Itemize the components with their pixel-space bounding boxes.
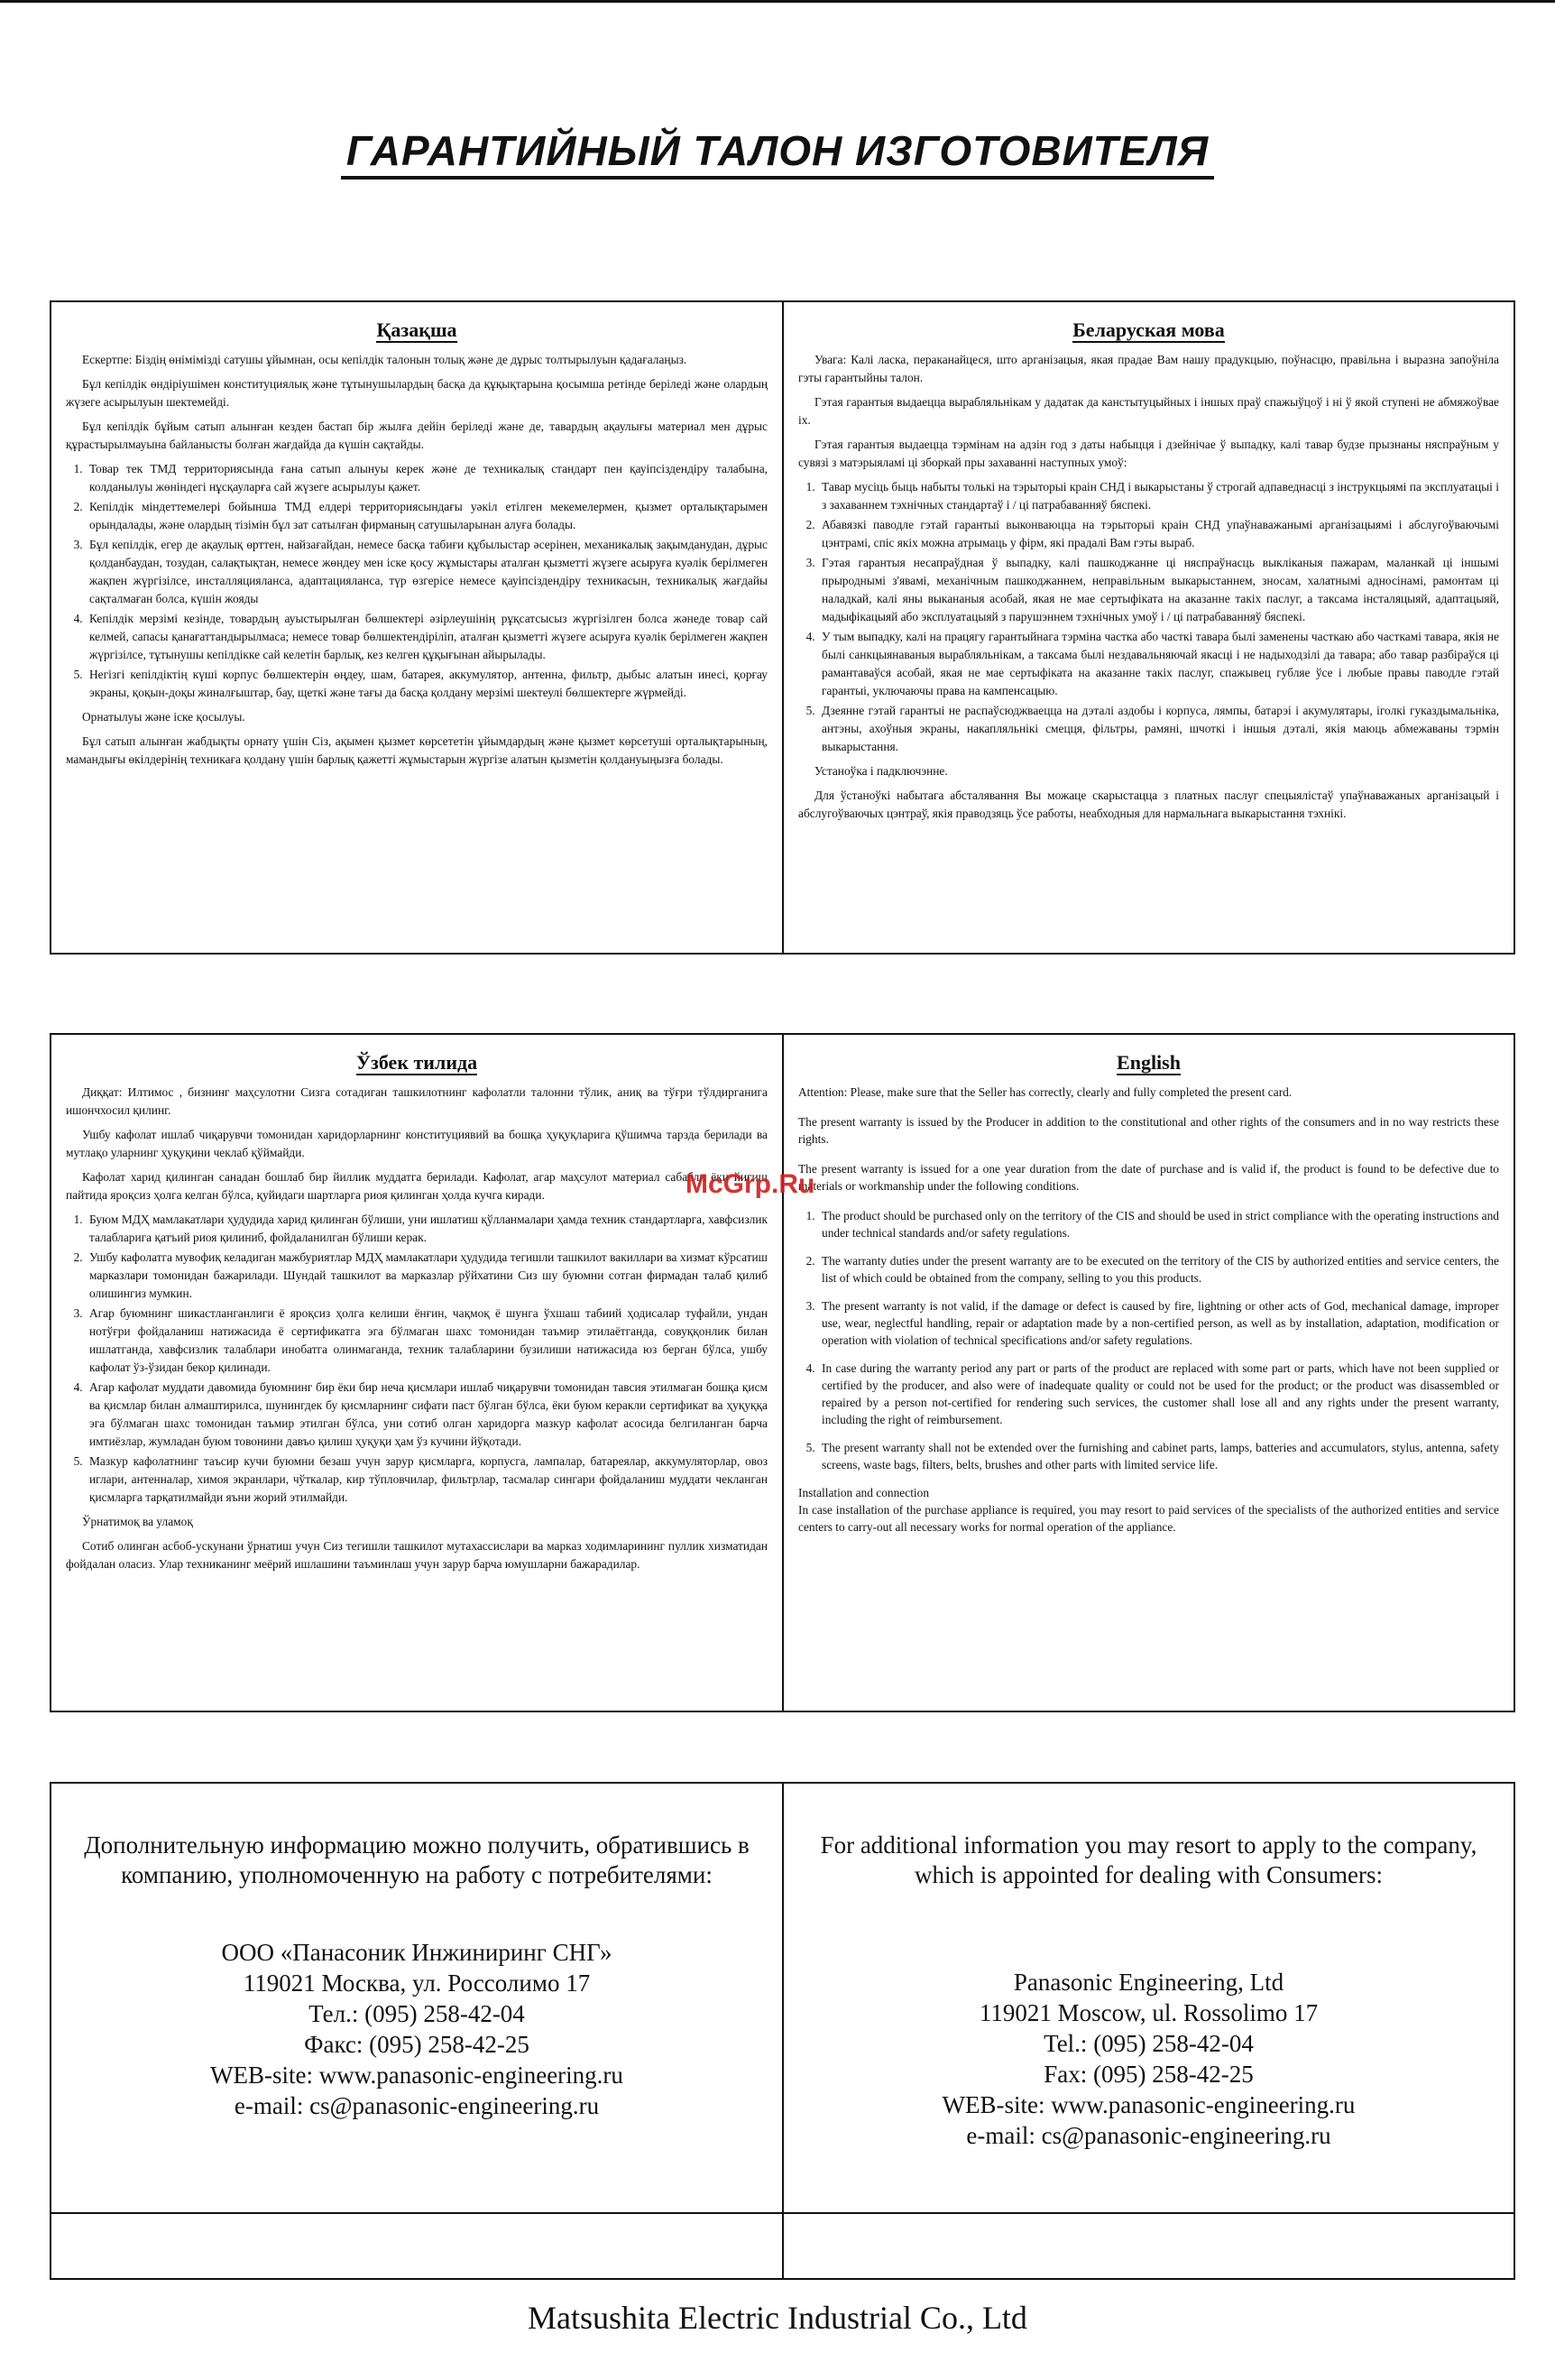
english-conditions [798,1207,1499,1473]
uzbek-condition-item: 5. Мазкур кафолатнинг таъсир кучи буюмни безаш учун зарур қисмларга, корпусга, лампалар, батареялар, аккумуляторлар, овоз иглари, антенналар, химоя экранлари, чўткалар, кир тўпловчилар, фильтрлар, тасмалар сингари фойдаланиш муддати чекланган қисмларга тарқатилмайди яъни жорий этилмайди. [86,1453,768,1507]
kazakh-note: Ескертпе: Біздің өнімімізді сатушы ұйымнан, осы кепілдік талонын толық және де дұрыс толтырылуын қадағалаңыз. [82,353,687,366]
belarus-condition-item: 1. Тавар мусіць быць набыты толькі на тэрыторыі краін СНД і выкарыстаны ў строгай адпаведнасці з інструкцыямі па эксплуатацыі і з захаваннем тэхнічных стандартаў і / ці патрабаванняў бяспекі. [818,478,1499,514]
uzbek-para: Ушбу кафолат ишлаб чиқарувчи томонидан харидорларнинг конституциявий ва бошқа ҳуқуқларига қўшимча тарзда берилади ва мутлақо уларнинг ҳуқуқини чеклаб қўймайди. [66,1128,768,1159]
contact-ru-company: ООО «Панасоник Инжиниринг СНГ» [221,1939,612,1966]
contact-ru-lead: Дополнительную информацию можно получить, обратившись в компанию, уполномоченную на работу с потребителями: [84,1831,750,1888]
english-install-title: Installation and connection [798,1486,930,1499]
belarus-title [798,318,1499,342]
contact-en-lead: For additional information you may resort to apply to the company, which is appointed for dealing with Consumers: [820,1831,1477,1888]
page-title [0,126,1555,175]
kazakh-condition-item: 2. Кепілдік міндеттемелері бойынша ТМД елдері территориясындағы уәкіл етілген мекемелермен, қызмет орталықтарымен орындалады, және олардың тізімін бұл зат сатылған фирманың сатушыларынан алуға болады. [86,498,768,534]
english-condition-item: 4. In case during the warranty period any part or parts of the product are replaced with some part or parts, which have not been supplied or certified by the producer, and also were of inadequate quality or could not be used for the product; or the product was disassembled or repaired by a person not-certified for rendering such services, the customer shall lose all and any rights under the present warranty, including the right of reimbursement. [818,1360,1499,1428]
kazakh-section [51,302,784,953]
watermark: McGrp.Ru [685,1169,815,1199]
belarus-condition-item: 3. Гэтая гарантыя несапраўдная ў выпадку, калі пашкоджанне ці няспраўнасць выкліканыя пажарам, маланкай ці іншымі прыроднымі з'явамі, механічным пашкоджаннем, неправільным выкарыстаннем, зносам, халатнымі адносінамі, рамонтам ці наладкай, калі яны выкананыя асобай, якая не мае сертыфіката на аказанне такіх паслуг, а таксама інсталяцыяй, адаптацыяй, мадыфікацыяй або эксплуатацыяй з парушэннем тэхнічных умоў і / ці патрабаванняў бяспекі. [818,554,1499,626]
belarus-condition-item: 5. Дзеянне гэтай гарантыі не распаўсюджваецца на дэталі аздобы і корпуса, лямпы, батарэі і акумулятары, іголкі гуказдымальніка, антэны, ахоўныя экраны, накапляльнікі смецця, фільтры, рамяні, шчоткі і іншыя дэталі, якія маюць абмежаваны тэрмін выкарыстання. [818,702,1499,756]
belarus-install-title: Устаноўка і падключэнне. [814,764,948,778]
belarus-condition-item: 4. У тым выпадку, калі на працягу гарантыйнага тэрміна частка або часткі тавара былі заменены часткаю або часткамі тавара, якія не былі санкцыянаваныя вырабляльнікам, а таксама былі нездавальняючай якасці і не надыходзілі да тавара; або тавар разбіраўся ці рамантаваўся асобай, якая не мае сертыфіката на аказанне такіх паслуг, спажывец губляе ўсе і любые правы паводле гэтай гарантыі, уключаючы правa на кампенсацыю. [818,628,1499,700]
english-install-text: In case installation of the purchase appliance is required, you may resort to paid services of the specialists of the authorized entities and service centers to carry-out all necessary works for normal operation of the appliance. [798,1503,1499,1534]
contact-box [50,1782,1515,2280]
uzbek-para: Кафолат харид қилинган санадан бошлаб бир йиллик муддатга берилади. Кафолат, агар маҳсулот материал сабабли ёки йиғиш пайтида яроқсиз ҳолга келган бўлса, қуйидаги шартларга риоя қилинган ҳолда кучга киради. [66,1170,768,1202]
warranty-box-kz-by [50,300,1515,955]
english-condition-item: 1. The product should be purchased only on the territory of the CIS and should be used in strict compliance with the operating instructions and under technical standards and/or safety regulations. [818,1207,1499,1241]
page-title-text: ГАРАНТИЙНЫЙ ТАЛОН ИЗГОТОВИТЕЛЯ [341,127,1214,180]
belarus-para: Гэтая гарантыя выдаецца тэрмінам на адзін год з даты набыцця і дзейнічае ў выпадку, калі тавар будзе прызнаны няспраўным у сувязі з матэрыяламі ці зборкай пры захаванні наступных умоў: [798,438,1499,469]
kazakh-conditions [66,460,768,702]
belarus-title-text: Беларуская мова [1072,318,1225,341]
kazakh-install-title: Орнатылуы және іске қосылуы. [82,710,245,724]
belarus-condition-item: 2. Абавязкі паводле гэтай гарантыі выконваюцца на тэрыторыі краін СНД упаўнаважанымі арганізацыямі і абслугоўваючымі цэнтрамі, спіс якіх можна атрымаць у фірм, які прадалі Вам гэты выраб. [818,516,1499,552]
contact-box-divider [51,2212,1514,2214]
uzbek-install-text: Сотиб олинган асбоб-ускунани ўрнатиш учун Сиз тегишли ташкилот мутахассислари ва марказ ходимларининг пуллик хизматидан фойдалан оласиз. Улар техниканинг меёрий ишлашини таъминлаш учун зарур барча юмушларни бажарадилар. [66,1539,768,1571]
contact-ru-phone: Тел.: (095) 258-42-04 [308,2000,525,2027]
uzbek-condition-item: 1. Буюм МДҲ мамлакатлари ҳудудида харид қилинган бўлиши, уни ишлатиш қўлланмалари ҳамда техник стандартларга, хавфсизлик талабларига қатъий риоя қилиниб, фойдаланилган бўлиши керак. [86,1211,768,1247]
uzbek-condition-item: 4. Агар кафолат муддати давомида буюмнинг бир ёки бир неча қисмлари ишлаб чиқарувчи томонидан тавсия этилмаган бошқа қисм ва қисмлар билан алмаштирилса, шунингдек бу қисмларнинг сифати паст бўлган бўлса, ёки буюм керакли сертификат ва ҳуқуққа эга бўлмаган шахс томонидан таъмир этилган бўлса, уни сотиб олган харидорга мазкур кафолат асосида белгиланган барча имтиёзлар, жумладан буюм товонини давъо қилиш ҳуқуқи ҳам ўз кучини йўқотади. [86,1379,768,1451]
warranty-box-uz-en [50,1033,1515,1712]
contact-en-fax: Fax: (095) 258-42-25 [1044,2061,1254,2088]
contact-ru-fax: Факс: (095) 258-42-25 [304,2031,529,2058]
kazakh-install-text: Бұл сатып алынған жабдықты орнату үшін Сіз, ақымен қызмет көрсететін ұйымдардың және қызмет көрсетуші орталықтарының, мамандығы өкілдерінің техникаға қолдану үшін барлық қажетті жұмыстарын жүргізе алатын қызметін қолдануыңызға болады. [66,734,768,766]
kazakh-para: Бұл кепілдік бұйым сатып алынған кезден бастап бір жылға дейін беріледі және де, тавардың ақаулығы материал мен дұрыс құрастырылмауына байланысты болған жағдайда да күшін сақтайды. [66,420,768,451]
uzbek-install-title: Ўрнатимоқ ва уламоқ [82,1515,193,1528]
english-condition-item: 2. The warranty duties under the present warranty are to be executed on the territory of the CIS by authorized entities and service centers, the list of which could be obtained from the company, selling to you this products. [818,1252,1499,1287]
contact-en [798,1831,1499,2151]
kazakh-condition-item: 3. Бұл кепілдік, егер де ақаулық өрттен, найзағайдан, немесе басқа табиғи құбылыстар әсерінен, механикалық зақымданудан, дұрыс қолданбаудан, тозудан, салақтықтан, немесе жөндеу мен іске қосу жұмыстары аталған қызметті жүзеге асыруға куәлік берілмеген жақпен жүргізілсе, инсталляцияланса, адаптацияланса, түр өзгерісе немесе қауіпсіздендіру техникасын, техникалық жағдайы сақталмаған болса, күшін жояды [86,536,768,608]
english-condition-item: 5. The present warranty shall not be extended over the furnishing and cabinet parts, lamps, batteries and accumulators, stylus, antenna, safety screens, waste bags, filters, belts, brushes and other parts with limited service life. [818,1439,1499,1473]
english-note: Attention: Please, make sure that the Seller has correctly, clearly and fully completed the present card. [798,1085,1293,1099]
belarus-para: Гэтая гарантыя выдаецца вырабляльнікам у дадатак да канстытуцыйных і іншых праў спажыўцоў і ні ў якой ступені не абмяжоўвае іх. [798,395,1499,427]
uzbek-section [51,1035,784,1711]
top-rule [0,0,1555,3]
english-title [798,1051,1499,1075]
footer-company: Matsushita Electric Industrial Co., Ltd [528,2300,1027,2336]
uzbek-condition-item: 3. Агар буюмнинг шикастланганлиги ё яроқсиз ҳолга келиши ёнғин, чақмоқ ё шунга ўхшаш табиий ҳодисалар туфайли, ундан нотўғри фойдаланиш натижасида ё сертификатга эга бўлмаган шахс томонидан таъмир этилаётганда, совуққонлик билан ишлатганда, хавфсизлик талаблари инобатга олинмаганда, техник талабларини бузилиши натижасида юз берган бўлса, ушбу кафолат ўз-ўзидан бекор қилинади. [86,1305,768,1377]
kazakh-condition-item: 1. Товар тек ТМД территориясында ғана сатып алынуы керек және де техникалық стандарт пен қауіпсіздендіру талабына, колданылуы жөніндегі нұсқауларға сай жүзеге асырылуы қажет. [86,460,768,496]
english-condition-item: 3. The present warranty is not valid, if the damage or defect is caused by fire, lightning or other acts of God, mechanical damage, improper use, wear, neglectful handling, repair or adaptation made by a non-certified person, as well as by installation, adaptation, modification or operation with violation of technical specifications and/or safety regulations. [818,1297,1499,1349]
uzbek-condition-item: 2. Ушбу кафолатга мувофиқ келадиган мажбуриятлар МДҲ мамлакатлари ҳудудида тегишли ташкилот вакиллари ва хизмат кўрсатиш марказлари томонидан бажарилади. Шундай ташкилот ва марказлар рўйхатини Сиз шу буюмни сотган фирмадан талаб қилиб олишингиз мумкин. [86,1249,768,1303]
contact-ru-address: 119021 Москва, ул. Россолимо 17 [243,1969,591,1997]
contact-en-company: Panasonic Engineering, Ltd [1013,1969,1284,1996]
contact-en-section [784,1784,1514,2278]
contact-en-email: e-mail: cs@panasonic-engineering.ru [966,2122,1331,2149]
belarus-section [784,302,1514,953]
contact-ru-section [51,1784,784,2278]
belarus-conditions [798,478,1499,756]
contact-ru-email: e-mail: cs@panasonic-engineering.ru [234,2092,600,2119]
uzbek-title-text: Ўзбек тилида [355,1051,478,1074]
kazakh-condition-item: 5. Негізгі кепілдіктің күші корпус бөлшектерін өңдеу, шам, батарея, аккумулятор, антенна, фильтр, дыбыс алатын инесі, қорғау экраны, қоқын-доқы жиналғыштар, бау, щеткі және тағы да басқа қолдану мерзімі шектеулі бөлшектерге жүрмейді. [86,666,768,702]
english-title-text: English [1117,1051,1181,1074]
english-para: The present warranty is issued for a one year duration from the date of purchase and is valid if, the product is found to be defective due to materials or workmanship under the following conditions. [798,1162,1499,1193]
contact-ru-web: WEB-site: www.panasonic-engineering.ru [210,2062,623,2089]
contact-en-address: 119021 Moscow, ul. Rossolimo 17 [979,1999,1319,2026]
contact-en-phone: Tel.: (095) 258-42-04 [1044,2030,1254,2057]
uzbek-conditions [66,1211,768,1507]
english-para: The present warranty is issued by the Producer in addition to the constitutional and other rights of the consumers and in no way restricts these rights. [798,1115,1499,1146]
contact-en-web: WEB-site: www.panasonic-engineering.ru [942,2091,1356,2118]
belarus-install-text: Для ўстаноўкі набытага абсталявання Вы можаце скарыстацца з платных паслуг спецыялістаў упаўнаважаных арганізацый і абслугоўваючых цэнтраў, якія праводзяць ўсе работы, неабходныя для нармальнага выкарыстання тэхнікі. [798,789,1499,820]
contact-ru [66,1831,768,2121]
english-section [784,1035,1514,1711]
kazakh-title [66,318,768,342]
kazakh-para: Бұл кепілдік өндіріушімен конституциялық және тұтынушылардың басқа да құқықтарына қосымша ретінде беріледі және олардың жүзеге асырылуын шектемейді. [66,377,768,409]
kazakh-title-text: Қазақша [376,318,457,341]
uzbek-title [66,1051,768,1075]
kazakh-condition-item: 4. Кепілдік мерзімі кезінде, товардың ауыстырылған бөлшектері әзірлеушінің рұқсатсысыз жүргізілген болса жәнеде товар сай келмей, сапасы қанағаттандырылмаса; немесе товар бөлшектендіріліп, аталған қызметті жүзеге асыруға куәлік берілмеген жақпен жүргізілсе, тұтынушы кепілдікке сай келетін барлық, кез келген құқығынан айырылады. [86,610,768,664]
belarus-note: Увага: Калі ласка, пераканайцеся, што арганізацыя, якая прадае Вам нашу прадукцыю, поўнасцю, правільна і выразна запоўніла гэты гарантыйны талон. [798,353,1499,384]
uzbek-note: Диққат: Илтимос , бизнинг маҳсулотни Сизга сотадиган ташкилотнинг кафолатли талонни тўлик, аниқ ва тўғри тўлдирганига ишончхосил қилинг. [66,1085,768,1117]
